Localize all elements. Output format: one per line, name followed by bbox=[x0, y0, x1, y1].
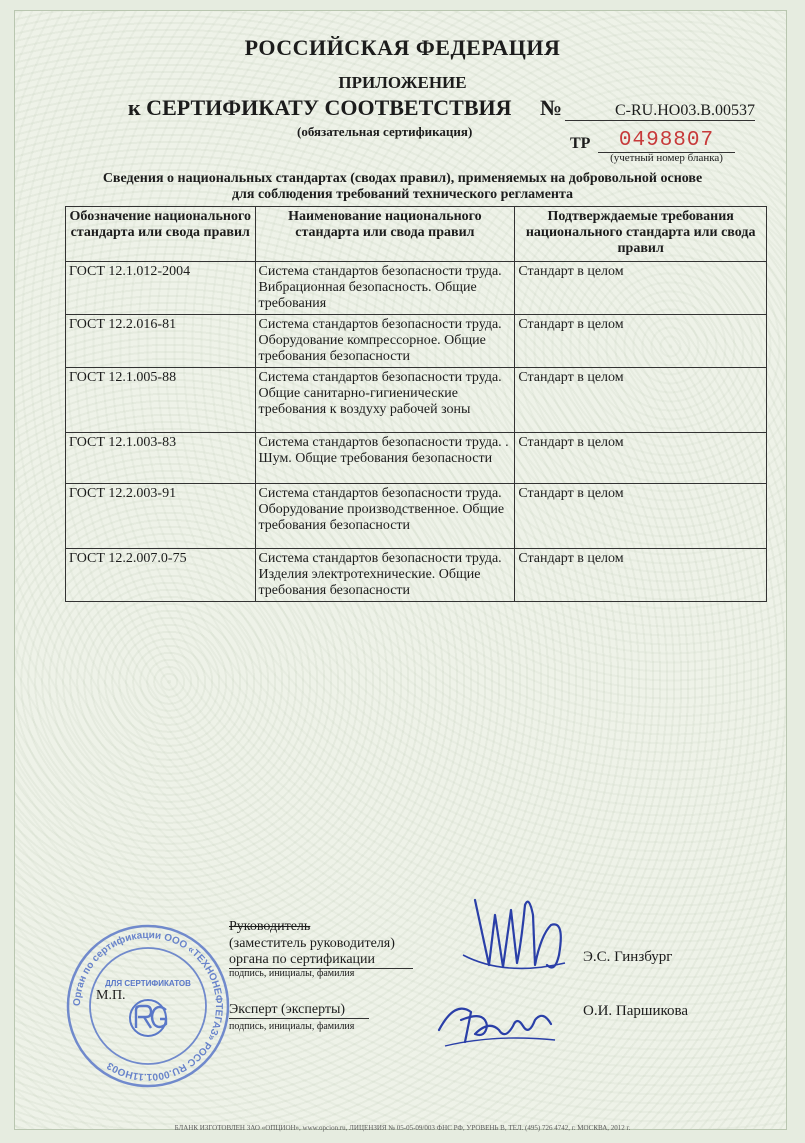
head-label: Руководитель bbox=[229, 919, 311, 934]
standards-table bbox=[65, 206, 767, 602]
head-name: Э.С. Гинзбург bbox=[583, 949, 673, 965]
tr-label: ТР bbox=[570, 135, 591, 152]
standard-name: Система стандартов безопасности труда. Вибрационная безопасность. Общие требования bbox=[255, 262, 515, 315]
country-title: РОССИЙСКАЯ ФЕДЕРАЦИЯ bbox=[244, 35, 561, 60]
column-header-code: Обозначение национального стандарта или свода правил bbox=[66, 207, 256, 262]
standard-code: ГОСТ 12.1.005-88 bbox=[66, 368, 256, 433]
table-row bbox=[66, 549, 767, 602]
certificate-number: C-RU.HO03.B.00537 bbox=[565, 102, 755, 121]
expert-signature bbox=[425, 990, 565, 1060]
table-row bbox=[66, 433, 767, 484]
seal-place-mark: М.П. bbox=[96, 988, 126, 1003]
certificate-title: к СЕРТИФИКАТУ СООТВЕТСТВИЯ bbox=[128, 95, 512, 120]
expert-label: Эксперт (эксперты) bbox=[229, 1002, 369, 1019]
expert-name: О.И. Паршикова bbox=[583, 1003, 689, 1019]
standard-name: Система стандартов безопасности труда. Оборудование производственное. Общие требования безопасности bbox=[255, 484, 515, 549]
intro-text: Сведения о национальных стандартах (сводах правил), применяемых на добровольной основе для соблюдения требований технического регламента bbox=[102, 171, 703, 202]
number-sign: № bbox=[540, 95, 563, 120]
standard-requirements: Стандарт в целом bbox=[515, 315, 767, 368]
standard-requirements: Стандарт в целом bbox=[515, 433, 767, 484]
table-header-row bbox=[66, 207, 767, 262]
seal-inner-text: ДЛЯ СЕРТИФИКАТОВ bbox=[105, 979, 191, 988]
standard-requirements: Стандарт в целом bbox=[515, 368, 767, 433]
table-row bbox=[66, 315, 767, 368]
expert-signature-note: подпись, инициалы, фамилия bbox=[229, 1021, 355, 1032]
standard-name: Система стандартов безопасности труда. Оборудование компрессорное. Общие требования безопасности bbox=[255, 315, 515, 368]
rst-logo-icon bbox=[130, 1000, 166, 1036]
standard-code: ГОСТ 12.2.003-91 bbox=[66, 484, 256, 549]
head-signature-note: подпись, инициалы, фамилия bbox=[229, 968, 355, 979]
head-role: (заместитель руководителя) bbox=[229, 936, 395, 951]
standard-code: ГОСТ 12.2.007.0-75 bbox=[66, 549, 256, 602]
blank-number: 0498807 bbox=[598, 129, 735, 153]
standard-requirements: Стандарт в целом bbox=[515, 484, 767, 549]
seal-ring-text: Орган по сертификации ООО «ТЕХНОНЕФТЕГАЗ» РОСС RU.0001.11HO03 bbox=[71, 929, 225, 1083]
standard-name: Система стандартов безопасности труда. . Шум. Общие требования безопасности bbox=[255, 433, 515, 484]
standard-requirements: Стандарт в целом bbox=[515, 262, 767, 315]
column-header-name: Наименование национального стандарта или свода правил bbox=[255, 207, 515, 262]
head-signature bbox=[455, 885, 585, 985]
table-row bbox=[66, 262, 767, 315]
table-row bbox=[66, 368, 767, 433]
standard-code: ГОСТ 12.1.003-83 bbox=[66, 433, 256, 484]
standard-code: ГОСТ 12.1.012-2004 bbox=[66, 262, 256, 315]
certification-seal-stamp bbox=[62, 920, 234, 1092]
standard-name: Система стандартов безопасности труда. Изделия электротехнические. Общие требования безопасности bbox=[255, 549, 515, 602]
annex-title: ПРИЛОЖЕНИЕ bbox=[338, 73, 467, 92]
certification-type: (обязательная сертификация) bbox=[297, 124, 473, 139]
standard-name: Система стандартов безопасности труда. Общие санитарно-гигиенические требования к воздуху рабочей зоны bbox=[255, 368, 515, 433]
table-row bbox=[66, 484, 767, 549]
printer-footer: БЛАНК ИЗГОТОВЛЕН ЗАО «ОПЦИОН», www.opcion.ru, ЛИЦЕНЗИЯ № 05-05-09/003 ФНС РФ, УРОВЕНЬ В, ТЕЛ. (495) 726 4742, г. МОСКВА, 2012 г. bbox=[174, 1124, 631, 1132]
standard-requirements: Стандарт в целом bbox=[515, 549, 767, 602]
standard-code: ГОСТ 12.2.016-81 bbox=[66, 315, 256, 368]
blank-number-note: (учетный номер бланка) bbox=[610, 152, 723, 164]
certification-body-label: органа по сертификации bbox=[229, 952, 413, 969]
column-header-requirements: Подтверждаемые требования национального стандарта или свода правил bbox=[515, 207, 767, 262]
